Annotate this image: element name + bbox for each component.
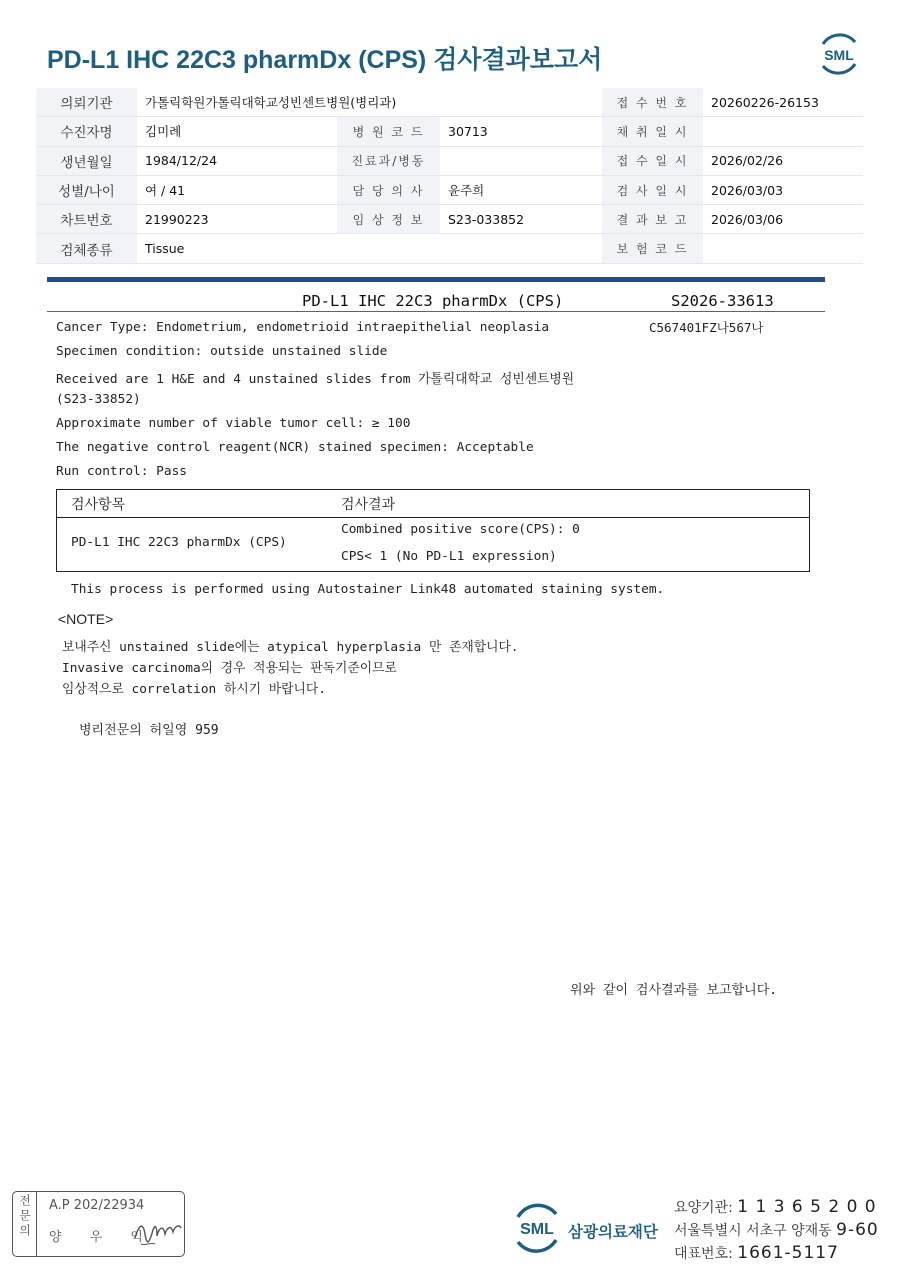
info-label: 병 원 코 드 — [337, 117, 440, 146]
signature-icon — [131, 1214, 183, 1250]
info-row — [36, 234, 863, 263]
info-label: 수진자명 — [36, 117, 137, 146]
result-line-1: Combined positive score(CPS): 0 — [341, 522, 580, 537]
info-label: 결 과 보 고 — [602, 205, 703, 234]
stamp-name: 양 우 익 — [49, 1230, 155, 1245]
report-statement: 위와 같이 검사결과를 보고합니다. — [570, 983, 778, 998]
info-label: 접 수 번 호 — [602, 88, 703, 117]
info-value: 김미례 — [137, 117, 337, 146]
info-row — [36, 146, 863, 175]
info-row — [36, 117, 863, 146]
pathologist: 병리전문의 허일영 959 — [79, 723, 219, 738]
results-table — [56, 489, 810, 572]
header-result: 검사결과 — [341, 497, 396, 513]
institution-code: 요양기관: 1 1 3 6 5 2 0 0 — [674, 1197, 877, 1217]
info-label: 성별/나이 — [36, 175, 137, 204]
info-value: S23-033852 — [440, 205, 602, 234]
stamp-side-label: 전문의 — [13, 1192, 37, 1256]
org-name: 삼광의료재단 — [568, 1223, 658, 1241]
info-value: 1984/12/24 — [137, 146, 337, 175]
specimen-code: C567401FZ나567나 — [649, 320, 764, 335]
received-line-cont: (S23-33852) — [56, 392, 141, 407]
process-statement: This process is performed using Autostainer Link48 automated staining system. — [71, 582, 665, 597]
info-value: 2026/02/26 — [703, 146, 863, 175]
received-line: Received are 1 H&E and 4 unstained slides from 가톨릭대학교 성빈센트병원 — [56, 372, 575, 387]
info-label: 진료과/병동 — [337, 146, 440, 175]
section-underline — [47, 311, 825, 312]
sml-footer-logo-icon — [509, 1200, 565, 1256]
info-value — [703, 117, 863, 146]
info-value — [703, 234, 863, 263]
info-label: 채 취 일 시 — [602, 117, 703, 146]
stamp-license: A.P 202/22934 — [49, 1198, 145, 1213]
note-line: 보내주신 unstained slide에는 atypical hyperplasia 만 존재합니다. — [62, 640, 519, 655]
info-value: 여 / 41 — [137, 175, 337, 204]
info-value: 21990223 — [137, 205, 337, 234]
info-label: 생년월일 — [36, 146, 137, 175]
section-id: S2026-33613 — [671, 292, 774, 310]
specimen-condition-line: Specimen condition: outside unstained slide — [56, 344, 388, 359]
cancer-type-line: Cancer Type: Endometrium, endometrioid intraepithelial neoplasia — [56, 320, 550, 335]
note-line: Invasive carcinoma의 경우 적용되는 판독기준이므로 — [62, 661, 397, 676]
run-control-line: Run control: Pass — [56, 464, 187, 479]
info-value: 2026/03/06 — [703, 205, 863, 234]
section-title: PD-L1 IHC 22C3 pharmDx (CPS) — [302, 292, 564, 310]
header-item: 검사항목 — [71, 497, 126, 513]
result-line-2: CPS< 1 (No PD-L1 expression) — [341, 549, 557, 564]
patient-info-table — [36, 88, 863, 264]
tumor-cell-line: Approximate number of viable tumor cell: ≥ 100 — [56, 416, 411, 431]
note-line: 임상적으로 correlation 하시기 바랍니다. — [62, 682, 326, 697]
info-value: 30713 — [440, 117, 602, 146]
svg-text:SML: SML — [520, 1221, 554, 1238]
address: 서울특별시 서초구 양재동 9-60 — [674, 1220, 879, 1240]
results-header — [57, 490, 809, 518]
info-label: 접 수 일 시 — [602, 146, 703, 175]
info-value: 윤주희 — [440, 175, 602, 204]
result-item: PD-L1 IHC 22C3 pharmDx (CPS) — [71, 535, 287, 550]
info-label: 검 사 일 시 — [602, 175, 703, 204]
section-divider-bar — [47, 277, 825, 282]
info-value — [440, 146, 602, 175]
info-label: 검체종류 — [36, 234, 137, 263]
note-heading: <NOTE> — [58, 611, 114, 627]
info-label: 보 험 코 드 — [602, 234, 703, 263]
info-label: 의뢰기관 — [36, 88, 137, 117]
info-row — [36, 175, 863, 204]
phone: 대표번호: 1661-5117 — [674, 1243, 839, 1263]
sml-logo-icon — [815, 30, 863, 78]
info-row — [36, 88, 863, 117]
report-title: PD-L1 IHC 22C3 pharmDx (CPS) 검사결과보고서 — [47, 46, 603, 74]
info-value: Tissue — [137, 234, 602, 263]
info-value: 2026/03/03 — [703, 175, 863, 204]
info-label: 차트번호 — [36, 205, 137, 234]
svg-text:SML: SML — [824, 47, 854, 63]
specialist-stamp — [12, 1191, 185, 1257]
info-value: 가톨릭학원가톨릭대학교성빈센트병원(병리과) — [137, 88, 602, 117]
info-label: 임 상 정 보 — [337, 205, 440, 234]
info-value: 20260226-26153 — [703, 88, 863, 117]
info-label: 담 당 의 사 — [337, 175, 440, 204]
ncr-line: The negative control reagent(NCR) stained specimen: Acceptable — [56, 440, 534, 455]
info-row — [36, 205, 863, 234]
